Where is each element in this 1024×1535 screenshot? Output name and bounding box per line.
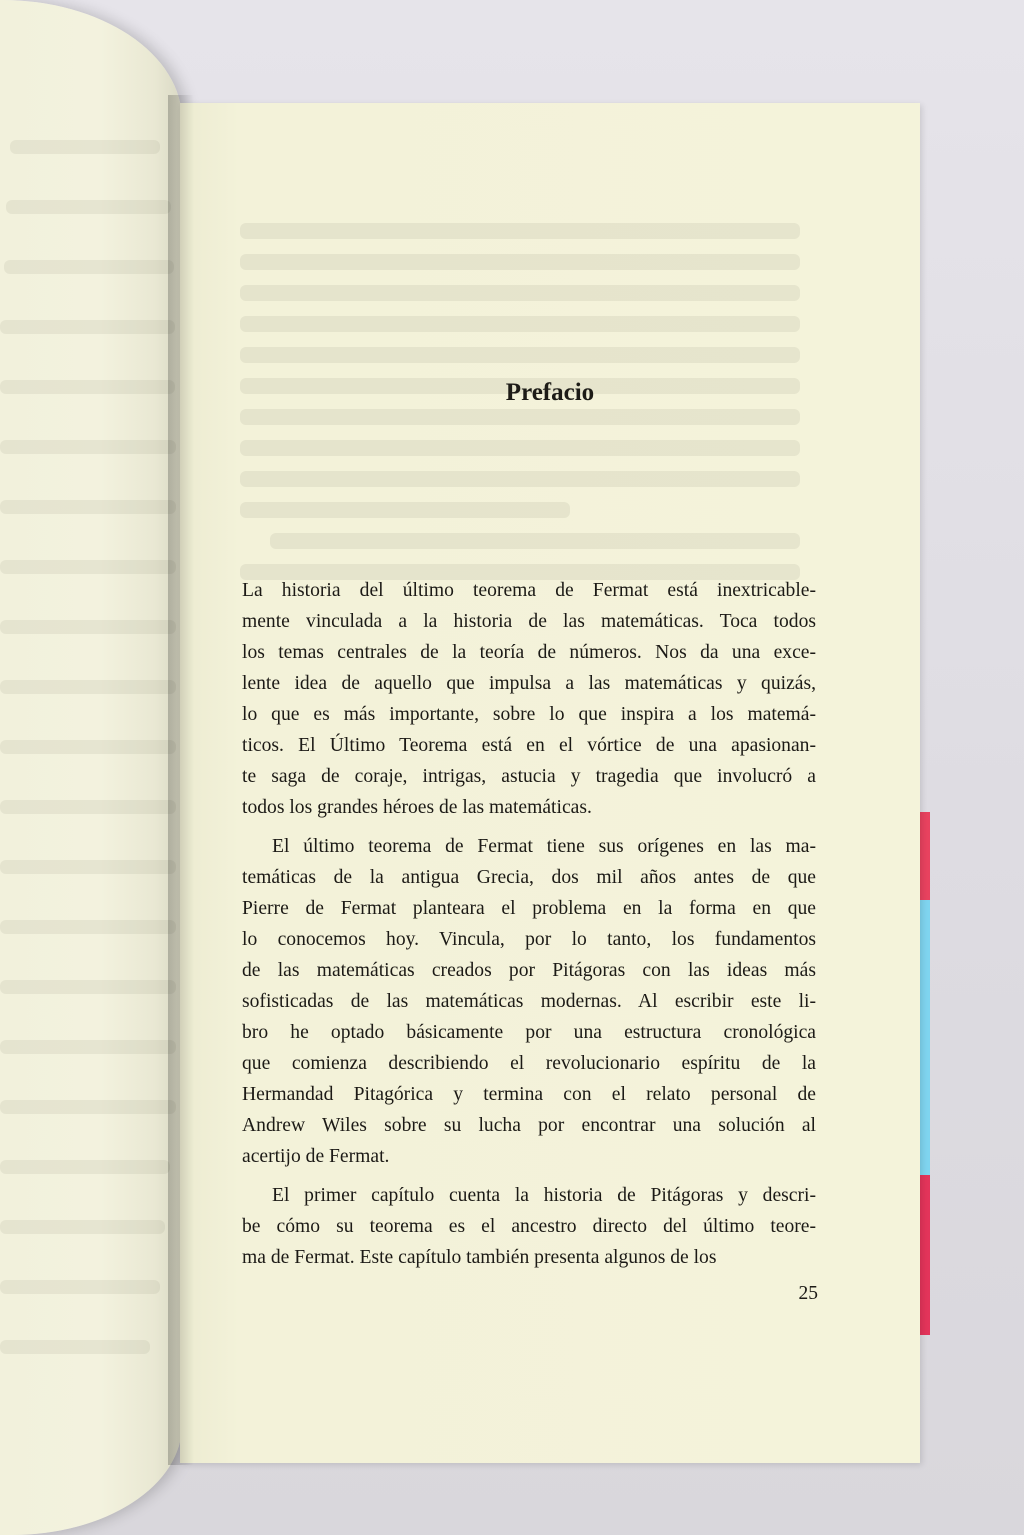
show-through-line: [240, 254, 800, 270]
text-line: La historia del último teorema de Fermat está inextricable-: [242, 580, 816, 601]
text-line: sofisticadas de las matemáticas modernas. Al escribir este li-: [242, 991, 816, 1012]
text-line: ticos. El Último Teorema está en el vórtice de una apasionan-: [242, 735, 816, 756]
text-line: be cómo su teorema es el ancestro directo del último teore-: [242, 1216, 816, 1237]
paragraph: [242, 831, 816, 1172]
text-line: de las matemáticas creados por Pitágoras con las ideas más: [242, 960, 816, 981]
text-line: mente vinculada a la historia de las matemáticas. Toca todos: [242, 611, 816, 632]
text-line: lo que es más importante, sobre lo que inspira a los matemá-: [242, 704, 816, 725]
show-through-line: [0, 320, 175, 334]
text-line: los temas centrales de la teoría de números. Nos da una exce-: [242, 642, 816, 663]
show-through-line: [0, 920, 176, 934]
show-through-line: [0, 740, 176, 754]
chapter-title: Prefacio: [505, 379, 595, 406]
show-through-line: [4, 260, 174, 274]
right-page: [180, 103, 920, 1463]
text-line: te saga de coraje, intrigas, astucia y tragedia que involucró a: [242, 766, 816, 787]
show-through-line: [0, 860, 176, 874]
show-through-line: [270, 533, 800, 549]
spine-shadow: [168, 95, 194, 1465]
show-through-line: [0, 800, 176, 814]
show-through-line: [0, 500, 176, 514]
page-number: 25: [798, 1283, 818, 1304]
text-line: El primer capítulo cuenta la historia de Pitágoras y descri-: [272, 1185, 816, 1206]
show-through-line: [0, 1220, 165, 1234]
paragraph: [242, 1180, 816, 1273]
text-line: Hermandad Pitagórica y termina con el relato personal de: [242, 1084, 816, 1105]
show-through-line: [0, 1280, 160, 1294]
text-line: que comienza describiendo el revolucionario espíritu de la: [242, 1053, 816, 1074]
show-through-line: [6, 200, 171, 214]
text-line: ma de Fermat. Este capítulo también presenta algunos de los: [242, 1247, 717, 1268]
show-through-line: [240, 285, 800, 301]
show-through-line: [10, 140, 160, 154]
text-line: El último teorema de Fermat tiene sus orígenes en las ma-: [272, 836, 816, 857]
show-through-line: [0, 1160, 170, 1174]
paragraph-gap: [242, 1172, 816, 1180]
text-line: todos los grandes héroes de las matemáticas.: [242, 797, 592, 818]
show-through-line: [0, 980, 176, 994]
show-through-line: [0, 1040, 176, 1054]
show-through-line: [0, 680, 176, 694]
body-text: [242, 575, 816, 1273]
text-line: Andrew Wiles sobre su lucha por encontrar una solución al: [242, 1115, 816, 1136]
show-through-line: [240, 316, 800, 332]
show-through-line: [240, 223, 800, 239]
show-through-line: [0, 440, 176, 454]
show-through-line: [0, 620, 176, 634]
show-through-line: [240, 409, 800, 425]
text-line: lente idea de aquello que impulsa a las matemáticas y quizás,: [242, 673, 816, 694]
show-through-line: [240, 347, 800, 363]
text-line: acertijo de Fermat.: [242, 1146, 390, 1167]
show-through-line: [0, 560, 176, 574]
text-line: Pierre de Fermat planteara el problema en la forma en que: [242, 898, 816, 919]
paragraph-gap: [242, 823, 816, 831]
show-through-line: [0, 380, 175, 394]
show-through-line: [240, 471, 800, 487]
text-line: bro he optado básicamente por una estructura cronológica: [242, 1022, 816, 1043]
show-through-line: [240, 440, 800, 456]
text-line: temáticas de la antigua Grecia, dos mil años antes de que: [242, 867, 816, 888]
text-line: lo conocemos hoy. Vincula, por lo tanto, los fundamentos: [242, 929, 816, 950]
left-page-curled: [0, 0, 182, 1535]
show-through-line: [240, 502, 570, 518]
show-through-line: [0, 1100, 176, 1114]
paragraph: [242, 575, 816, 823]
show-through-line: [0, 1340, 150, 1354]
